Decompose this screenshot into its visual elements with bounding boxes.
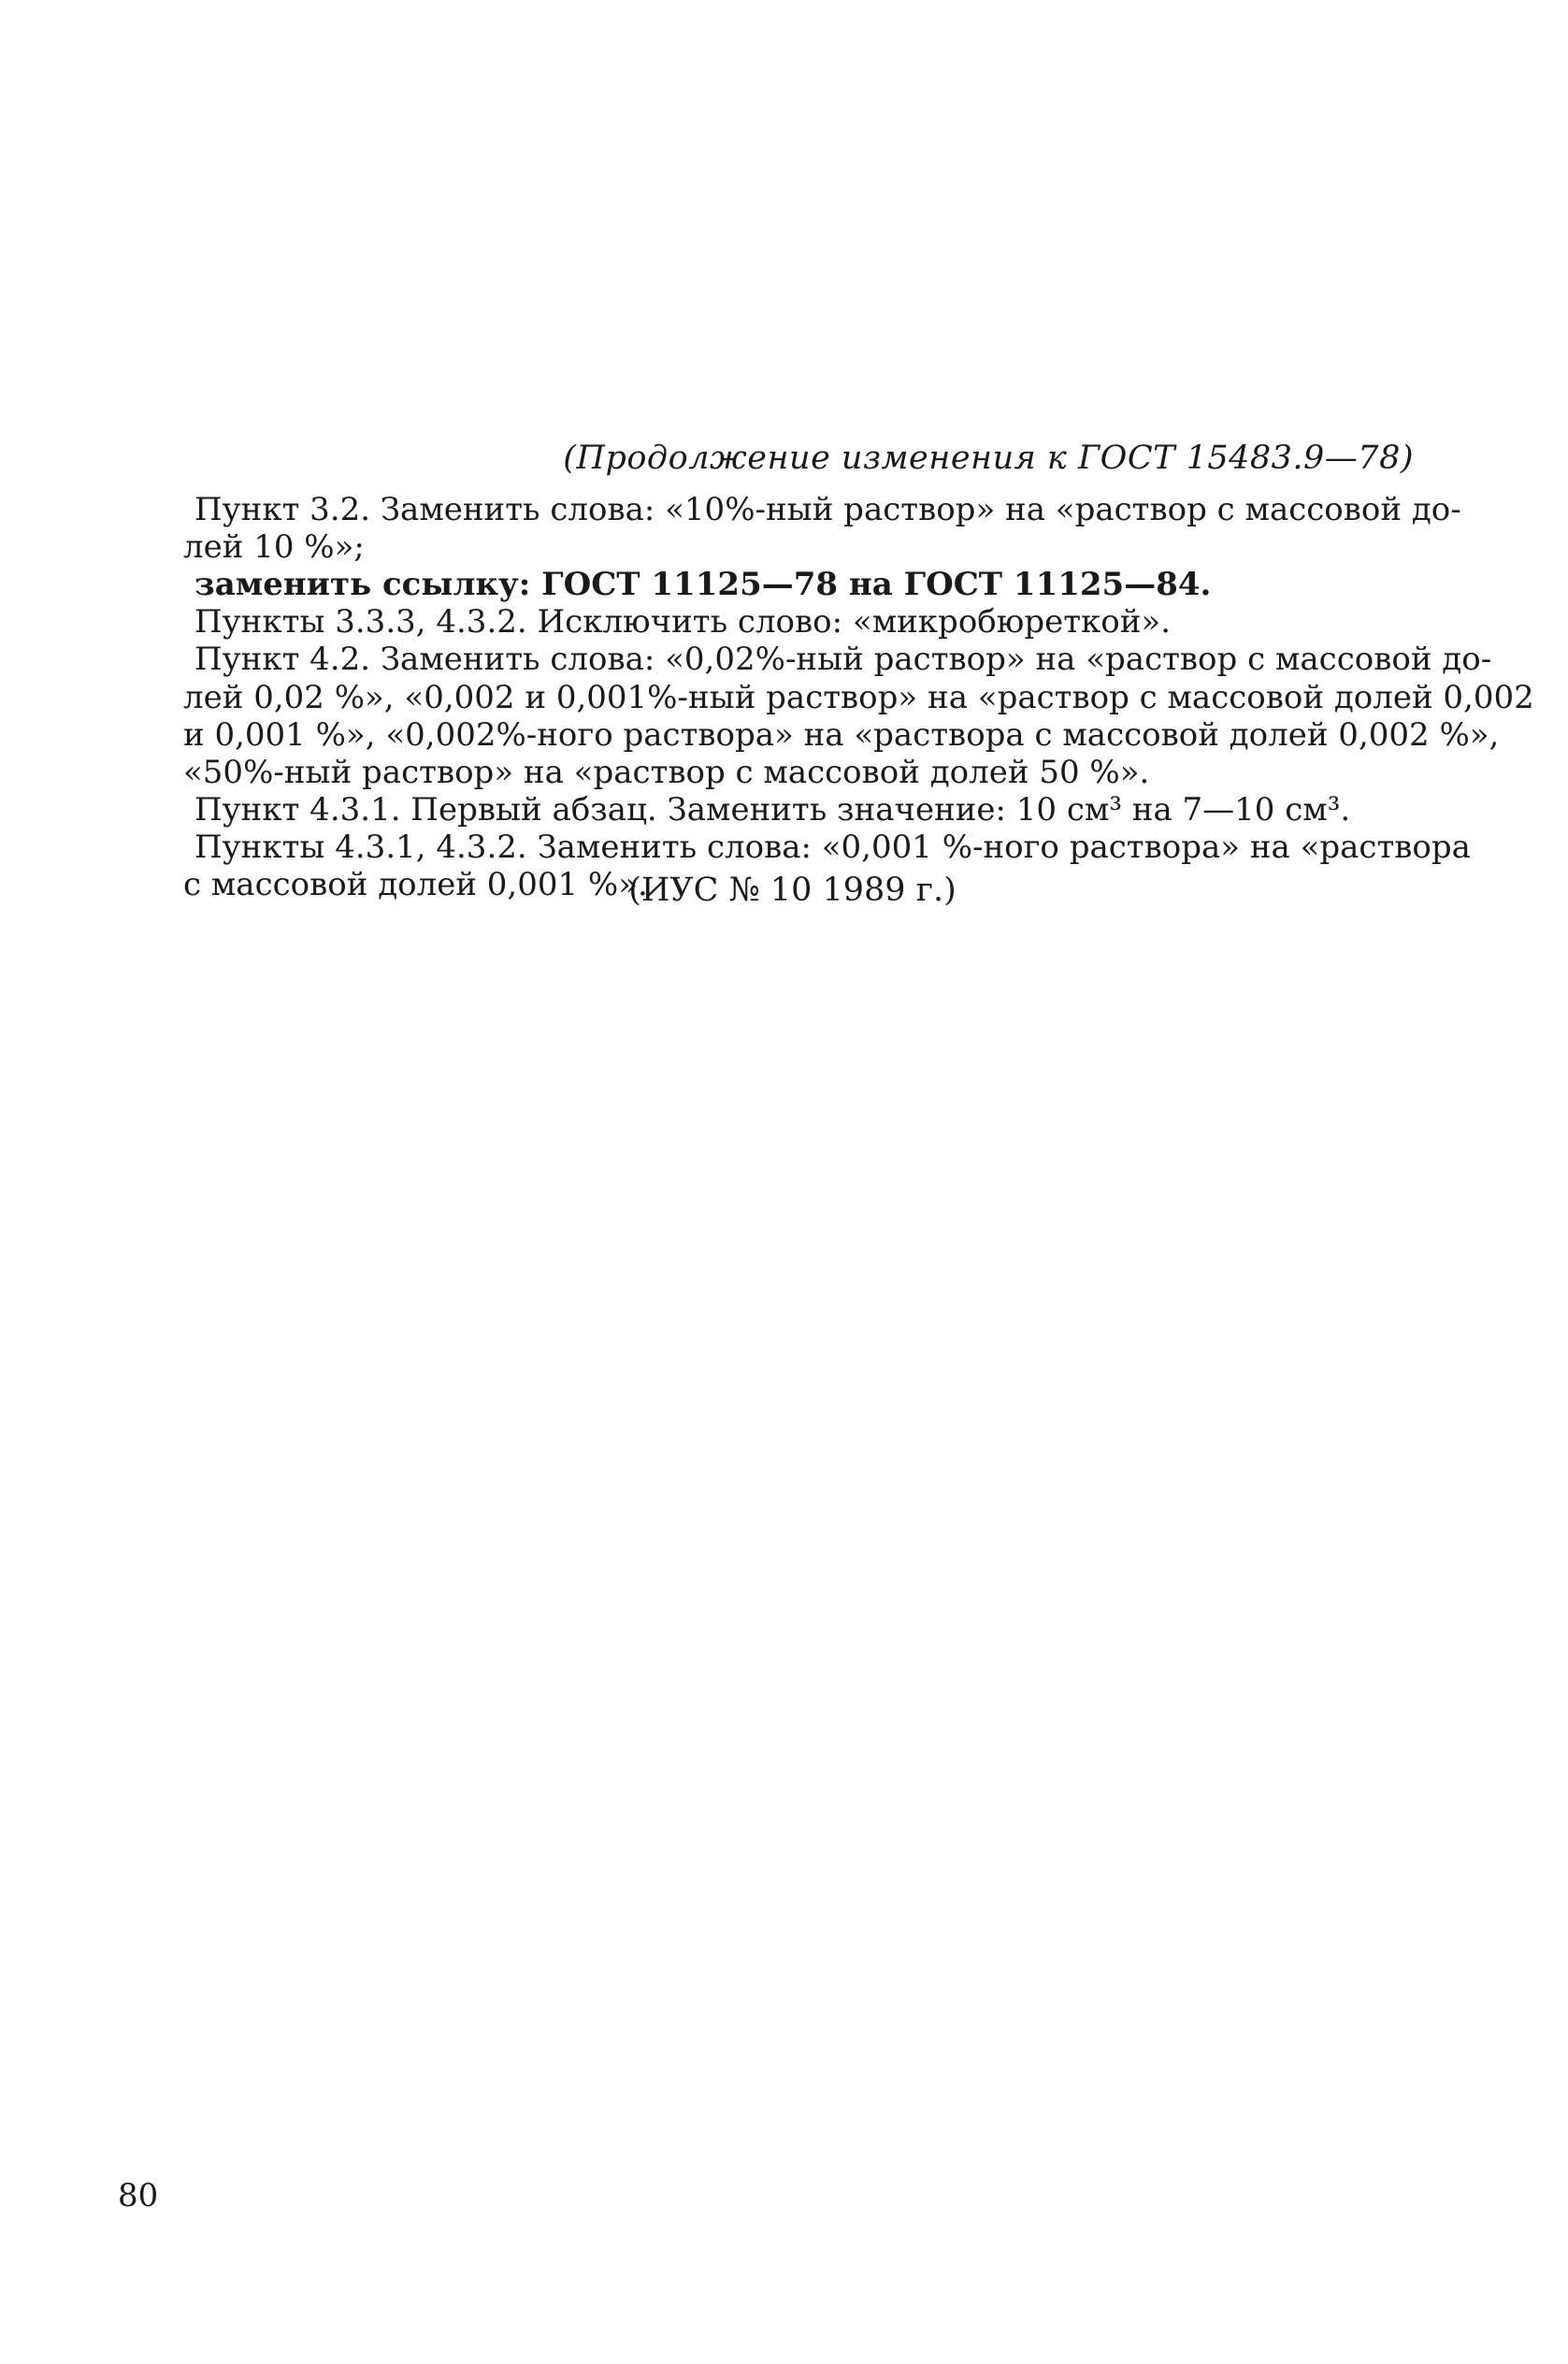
text-line-3: заменить ссылку: ГОСТ 11125—78 на ГОСТ 11125—84. [194, 566, 1212, 604]
page-number: 80 [118, 2177, 159, 2214]
text-line-2: лей 10 %»; [183, 528, 365, 567]
text-line-1: Пункт 3.2. Заменить слова: «10%-ный раствор» на «раствор с массовой до- [194, 491, 1461, 528]
text-line-10: Пункты 4.3.1, 4.3.2. Заменить слова: «0,001 %-ного раствора» на «раствора [194, 828, 1471, 866]
text-line-5: Пункт 4.2. Заменить слова: «0,02%-ный раствор» на «раствор с массовой до- [194, 641, 1492, 679]
text-line-4: Пункты 3.3.3, 4.3.2. Исключить слово: «микробюреткой». [194, 603, 1172, 641]
text-line-7: и 0,001 %», «0,002%-ного раствора» на «раствора с массовой долей 0,002 %», [183, 715, 1500, 754]
continuation-header: (Продолжение изменения к ГОСТ 15483.9—78) [563, 440, 1414, 477]
text-line-11: с массовой долей 0,001 %». [183, 866, 648, 904]
source-reference: (ИУС № 10 1989 г.) [628, 872, 957, 909]
amendment-text [183, 491, 1534, 904]
text-line-6: лей 0,02 %», «0,002 и 0,001%-ный раствор» на «раствор с массовой долей 0,002 [183, 678, 1534, 716]
text-line-9: Пункт 4.3.1. Первый абзац. Заменить значение: 10 см³ на 7—10 см³. [194, 790, 1351, 829]
text-line-8: «50%-ный раствор» на «раствор с массовой долей 50 %». [183, 753, 1150, 791]
